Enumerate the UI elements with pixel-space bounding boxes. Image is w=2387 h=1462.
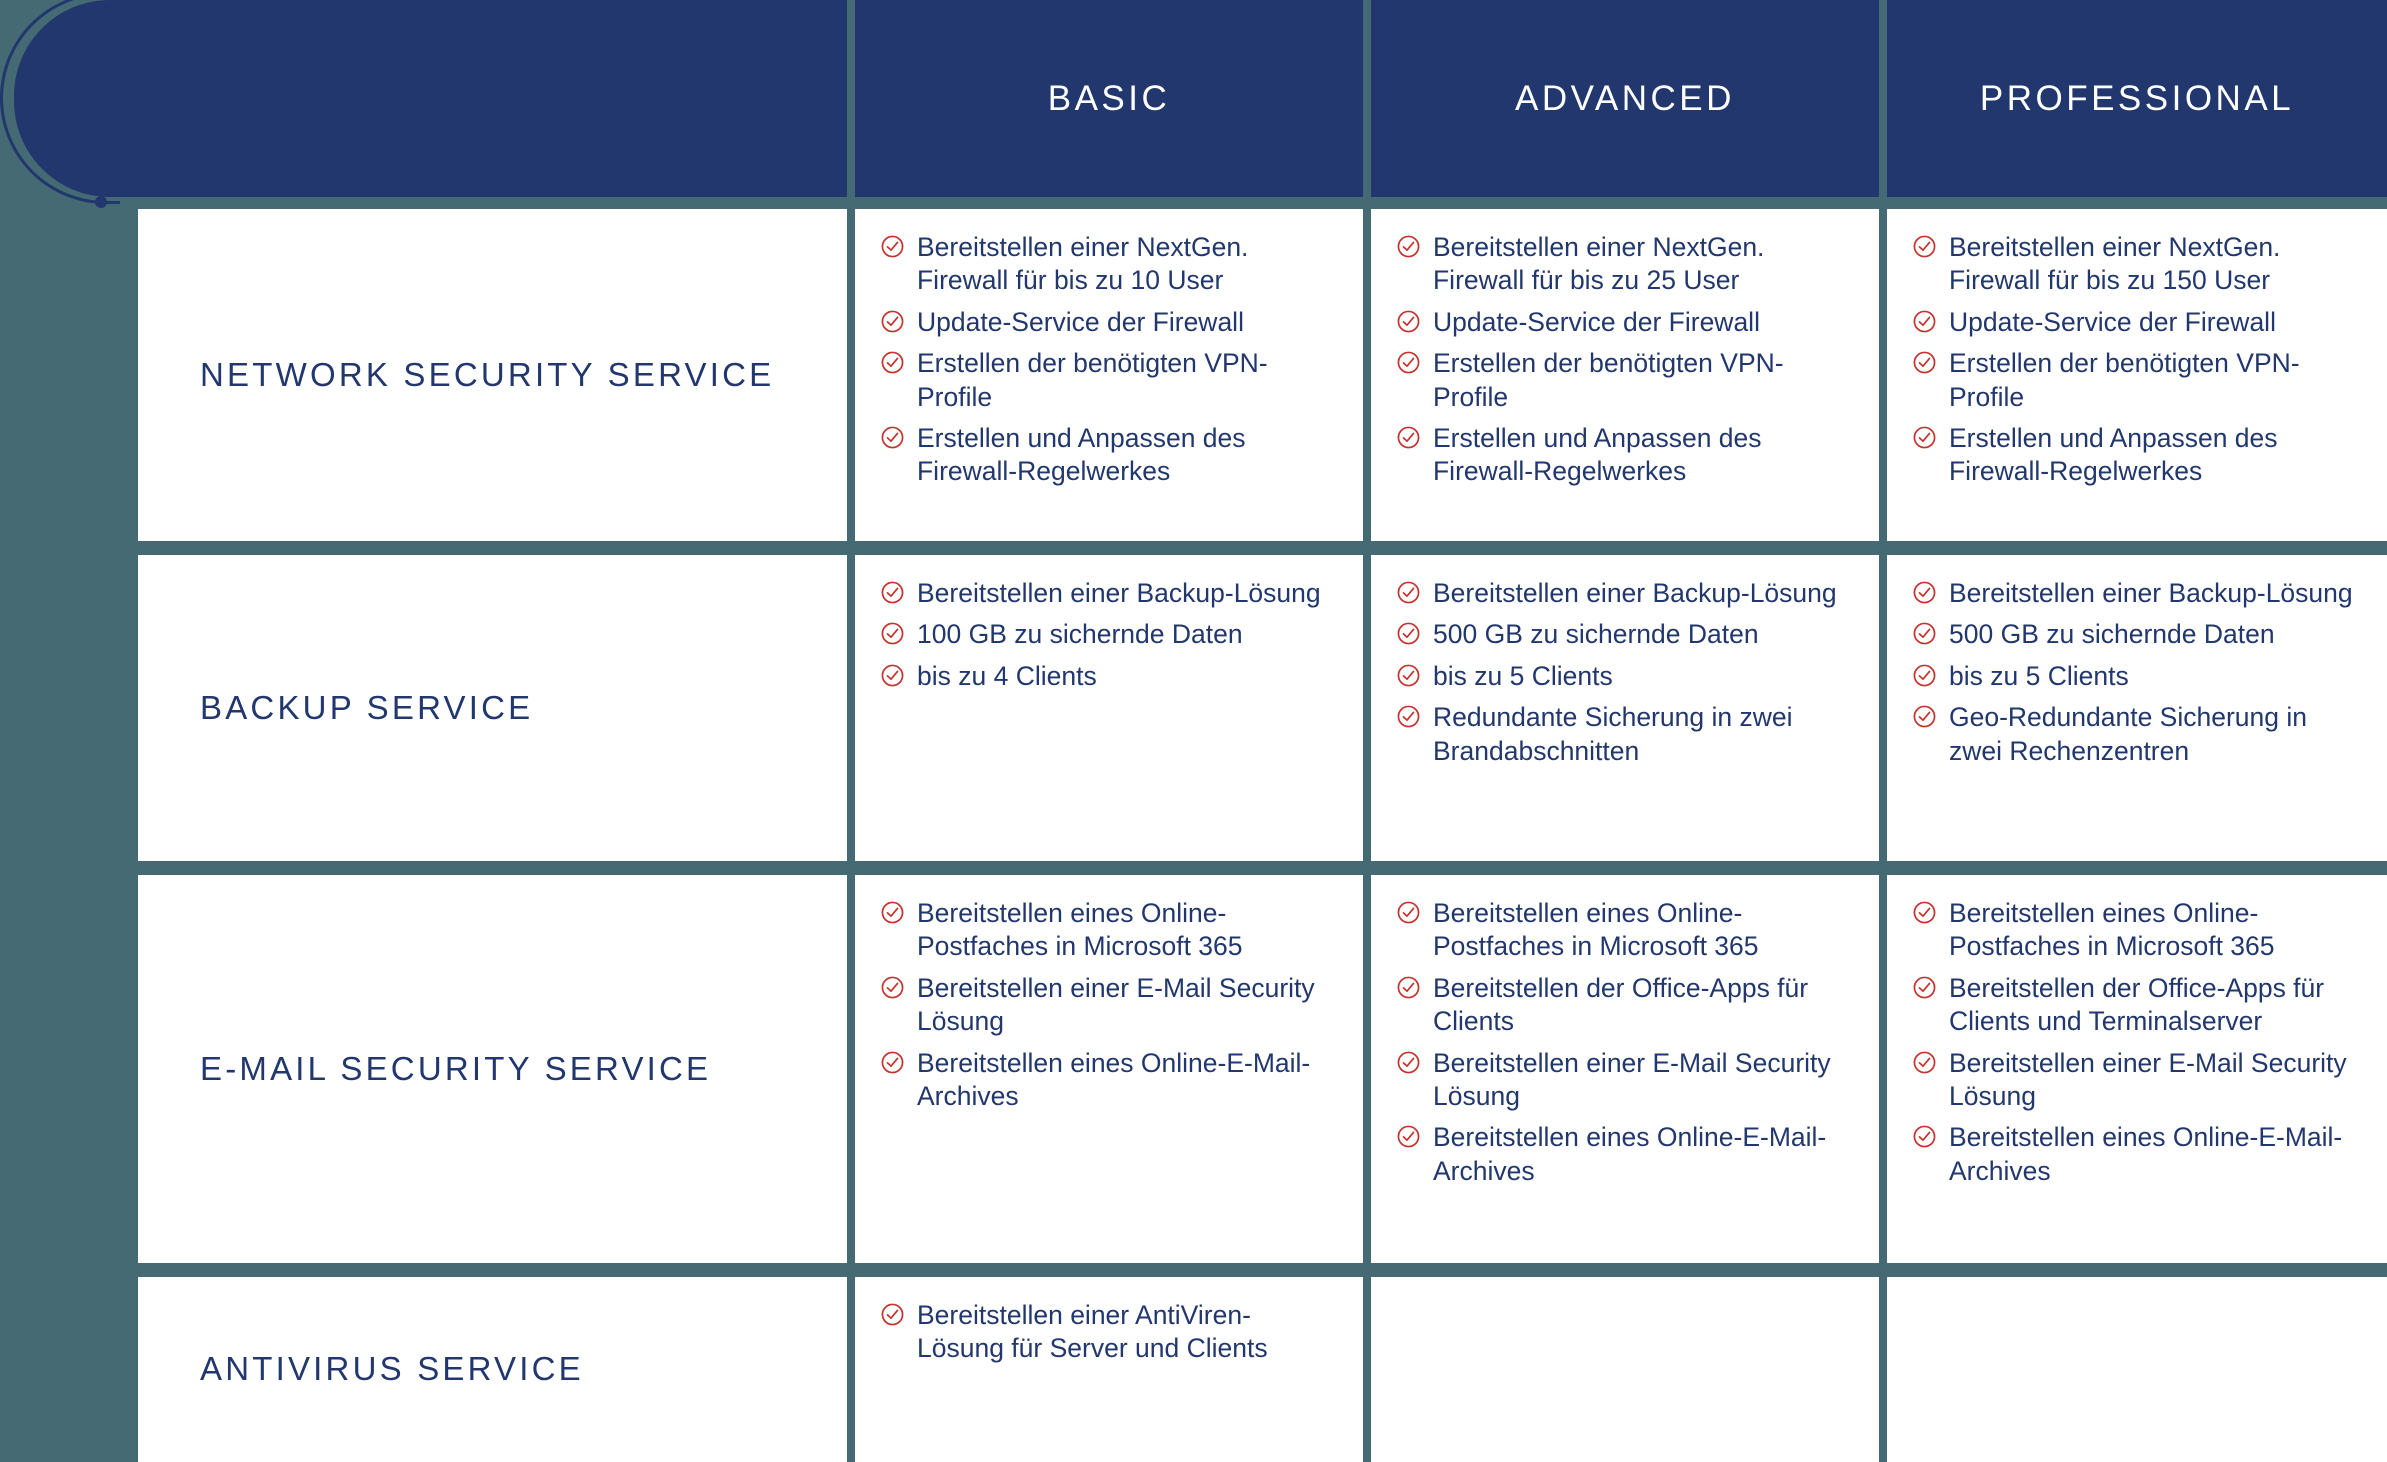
check-circle-icon bbox=[1397, 426, 1420, 449]
feature-text: Bereitstellen eines Online-Postfaches in Microsoft 365 bbox=[1949, 898, 2275, 962]
check-circle-icon bbox=[881, 901, 904, 924]
feature-text: Bereitstellen eines Online-Postfaches in Microsoft 365 bbox=[917, 898, 1243, 962]
feature-text: Geo-Redundante Sicherung in zwei Rechenzentren bbox=[1949, 702, 2307, 766]
check-circle-icon bbox=[1913, 976, 1936, 999]
check-circle-icon bbox=[881, 1303, 904, 1326]
cell-email-security-basic bbox=[855, 875, 1363, 1263]
feature-text: 500 GB zu sichernde Daten bbox=[1433, 619, 1759, 650]
column-header-label: ADVANCED bbox=[1515, 78, 1735, 118]
list-item bbox=[881, 618, 1337, 651]
list-item bbox=[1913, 1047, 2361, 1114]
cell-antivirus-basic bbox=[855, 1277, 1363, 1462]
check-circle-icon bbox=[1397, 1125, 1420, 1148]
feature-list bbox=[1913, 577, 2361, 768]
check-circle-icon bbox=[1913, 426, 1936, 449]
feature-text: bis zu 4 Clients bbox=[917, 660, 1097, 691]
check-circle-icon bbox=[881, 351, 904, 374]
list-item bbox=[1913, 1121, 2361, 1188]
row-label-text: ANTIVIRUS SERVICE bbox=[200, 1350, 584, 1388]
check-circle-icon bbox=[881, 622, 904, 645]
row-label-text: E-MAIL SECURITY SERVICE bbox=[200, 1049, 712, 1087]
feature-text: Erstellen und Anpassen des Firewall-Regelwerkes bbox=[1949, 422, 2278, 487]
list-item bbox=[1913, 231, 2361, 298]
list-item bbox=[1397, 306, 1853, 339]
list-item bbox=[1397, 972, 1853, 1039]
check-circle-icon bbox=[1397, 235, 1420, 258]
list-item bbox=[1913, 897, 2361, 964]
check-circle-icon bbox=[1397, 622, 1420, 645]
feature-list bbox=[1397, 577, 1853, 768]
cell-backup-basic bbox=[855, 555, 1363, 861]
list-item bbox=[1397, 897, 1853, 964]
row-label-network-security-service bbox=[138, 209, 847, 541]
check-circle-icon bbox=[1913, 351, 1936, 374]
check-circle-icon bbox=[1913, 664, 1936, 687]
check-circle-icon bbox=[1397, 664, 1420, 687]
check-circle-icon bbox=[1913, 1125, 1936, 1148]
feature-text: Bereitstellen einer E-Mail Security Lösung bbox=[1949, 1047, 2347, 1111]
check-circle-icon bbox=[881, 310, 904, 333]
feature-text: Update-Service der Firewall bbox=[1433, 306, 1760, 337]
feature-text: Redundante Sicherung in zwei Brandabschnitten bbox=[1433, 702, 1793, 766]
feature-list bbox=[1913, 231, 2361, 489]
check-circle-icon bbox=[1397, 310, 1420, 333]
feature-text: Bereitstellen einer NextGen. Firewall für bis zu 10 User bbox=[917, 232, 1249, 296]
column-header-professional bbox=[1887, 0, 2387, 197]
feature-list bbox=[1397, 897, 1853, 1188]
corner-dot-decoration bbox=[95, 196, 107, 208]
feature-list bbox=[1913, 897, 2361, 1188]
check-circle-icon bbox=[1913, 901, 1936, 924]
feature-list bbox=[881, 231, 1337, 489]
cell-network-security-basic bbox=[855, 209, 1363, 541]
feature-text: Erstellen und Anpassen des Firewall-Regelwerkes bbox=[917, 422, 1246, 487]
feature-text: Bereitstellen einer E-Mail Security Lösung bbox=[917, 972, 1315, 1037]
row-label-text: NETWORK SECURITY SERVICE bbox=[200, 355, 775, 393]
cell-backup-professional bbox=[1887, 555, 2387, 861]
cell-email-security-advanced bbox=[1371, 875, 1879, 1263]
check-circle-icon bbox=[1397, 705, 1420, 728]
feature-text: Bereitstellen einer Backup-Lösung bbox=[917, 578, 1321, 608]
list-item bbox=[1913, 972, 2361, 1039]
list-item bbox=[1913, 577, 2361, 610]
list-item bbox=[1397, 577, 1853, 610]
feature-list bbox=[881, 577, 1337, 693]
list-item bbox=[1913, 306, 2361, 339]
list-item bbox=[881, 660, 1337, 693]
list-item bbox=[1913, 422, 2361, 489]
list-item bbox=[881, 1047, 1337, 1114]
cell-antivirus-professional bbox=[1887, 1277, 2387, 1462]
list-item bbox=[1397, 1121, 1853, 1188]
check-circle-icon bbox=[1397, 581, 1420, 604]
check-circle-icon bbox=[881, 664, 904, 687]
feature-text: Erstellen der benötigten VPN-Profile bbox=[917, 348, 1268, 412]
list-item bbox=[1913, 347, 2361, 414]
list-item bbox=[881, 897, 1337, 964]
check-circle-icon bbox=[881, 235, 904, 258]
column-header-advanced bbox=[1371, 0, 1879, 197]
column-header-basic bbox=[855, 0, 1363, 197]
feature-list bbox=[1397, 231, 1853, 489]
check-circle-icon bbox=[1913, 622, 1936, 645]
feature-text: Bereitstellen eines Online-E-Mail-Archives bbox=[917, 1047, 1311, 1111]
cell-antivirus-advanced bbox=[1371, 1277, 1879, 1462]
check-circle-icon bbox=[1913, 705, 1936, 728]
list-item bbox=[1397, 422, 1853, 489]
check-circle-icon bbox=[1397, 351, 1420, 374]
check-circle-icon bbox=[1913, 1051, 1936, 1074]
header-corner-tab bbox=[14, 0, 847, 197]
feature-text: Bereitstellen einer E-Mail Security Lösung bbox=[1433, 1047, 1831, 1111]
feature-text: Bereitstellen der Office-Apps für Clients bbox=[1433, 972, 1809, 1037]
feature-text: Erstellen und Anpassen des Firewall-Regelwerkes bbox=[1433, 422, 1762, 487]
feature-text: 500 GB zu sichernde Daten bbox=[1949, 619, 2275, 650]
cell-network-security-advanced bbox=[1371, 209, 1879, 541]
check-circle-icon bbox=[1397, 976, 1420, 999]
list-item bbox=[1397, 231, 1853, 298]
check-circle-icon bbox=[881, 1051, 904, 1074]
list-item bbox=[1397, 660, 1853, 693]
check-circle-icon bbox=[1397, 1051, 1420, 1074]
list-item bbox=[881, 577, 1337, 610]
list-item bbox=[881, 231, 1337, 298]
feature-text: Bereitstellen eines Online-E-Mail-Archives bbox=[1949, 1122, 2343, 1186]
check-circle-icon bbox=[1913, 310, 1936, 333]
cell-email-security-professional bbox=[1887, 875, 2387, 1263]
feature-text: Update-Service der Firewall bbox=[1949, 306, 2276, 337]
check-circle-icon bbox=[1397, 901, 1420, 924]
list-item bbox=[1913, 618, 2361, 651]
list-item bbox=[1397, 347, 1853, 414]
column-header-label: PROFESSIONAL bbox=[1979, 78, 2295, 118]
list-item bbox=[881, 972, 1337, 1039]
feature-text: Bereitstellen einer NextGen. Firewall für bis zu 150 User bbox=[1949, 232, 2281, 296]
check-circle-icon bbox=[1913, 581, 1936, 604]
check-circle-icon bbox=[881, 426, 904, 449]
row-label-email-security-service bbox=[138, 875, 847, 1263]
feature-text: Bereitstellen einer NextGen. Firewall für bis zu 25 User bbox=[1433, 232, 1765, 296]
feature-text: Bereitstellen einer AntiViren-Lösung für Server und Clients bbox=[917, 1300, 1268, 1364]
list-item bbox=[1397, 618, 1853, 651]
check-circle-icon bbox=[881, 581, 904, 604]
feature-list bbox=[881, 897, 1337, 1113]
feature-text: Erstellen der benötigten VPN-Profile bbox=[1949, 348, 2300, 412]
list-item bbox=[1913, 701, 2361, 768]
feature-text: Bereitstellen eines Online-E-Mail-Archives bbox=[1433, 1122, 1827, 1186]
list-item bbox=[881, 422, 1337, 489]
feature-text: bis zu 5 Clients bbox=[1949, 660, 2129, 691]
feature-text: Bereitstellen einer Backup-Lösung bbox=[1949, 578, 2353, 608]
feature-text: bis zu 5 Clients bbox=[1433, 660, 1613, 691]
list-item bbox=[881, 1299, 1337, 1366]
cell-network-security-professional bbox=[1887, 209, 2387, 541]
feature-text: 100 GB zu sichernde Daten bbox=[917, 619, 1243, 650]
feature-text: Bereitstellen einer Backup-Lösung bbox=[1433, 578, 1837, 608]
feature-text: Bereitstellen der Office-Apps für Clients und Terminalserver bbox=[1949, 972, 2325, 1037]
feature-list bbox=[881, 1299, 1337, 1366]
row-label-antivirus-service bbox=[138, 1277, 847, 1462]
list-item bbox=[881, 347, 1337, 414]
column-header-label: BASIC bbox=[1047, 78, 1171, 118]
list-item bbox=[1913, 660, 2361, 693]
check-circle-icon bbox=[881, 976, 904, 999]
check-circle-icon bbox=[1913, 235, 1936, 258]
feature-text: Bereitstellen eines Online-Postfaches in Microsoft 365 bbox=[1433, 898, 1759, 962]
cell-backup-advanced bbox=[1371, 555, 1879, 861]
list-item bbox=[881, 306, 1337, 339]
feature-text: Update-Service der Firewall bbox=[917, 306, 1244, 337]
list-item bbox=[1397, 1047, 1853, 1114]
list-item bbox=[1397, 701, 1853, 768]
feature-text: Erstellen der benötigten VPN-Profile bbox=[1433, 348, 1784, 412]
row-label-backup-service bbox=[138, 555, 847, 861]
row-label-text: BACKUP SERVICE bbox=[200, 688, 534, 726]
